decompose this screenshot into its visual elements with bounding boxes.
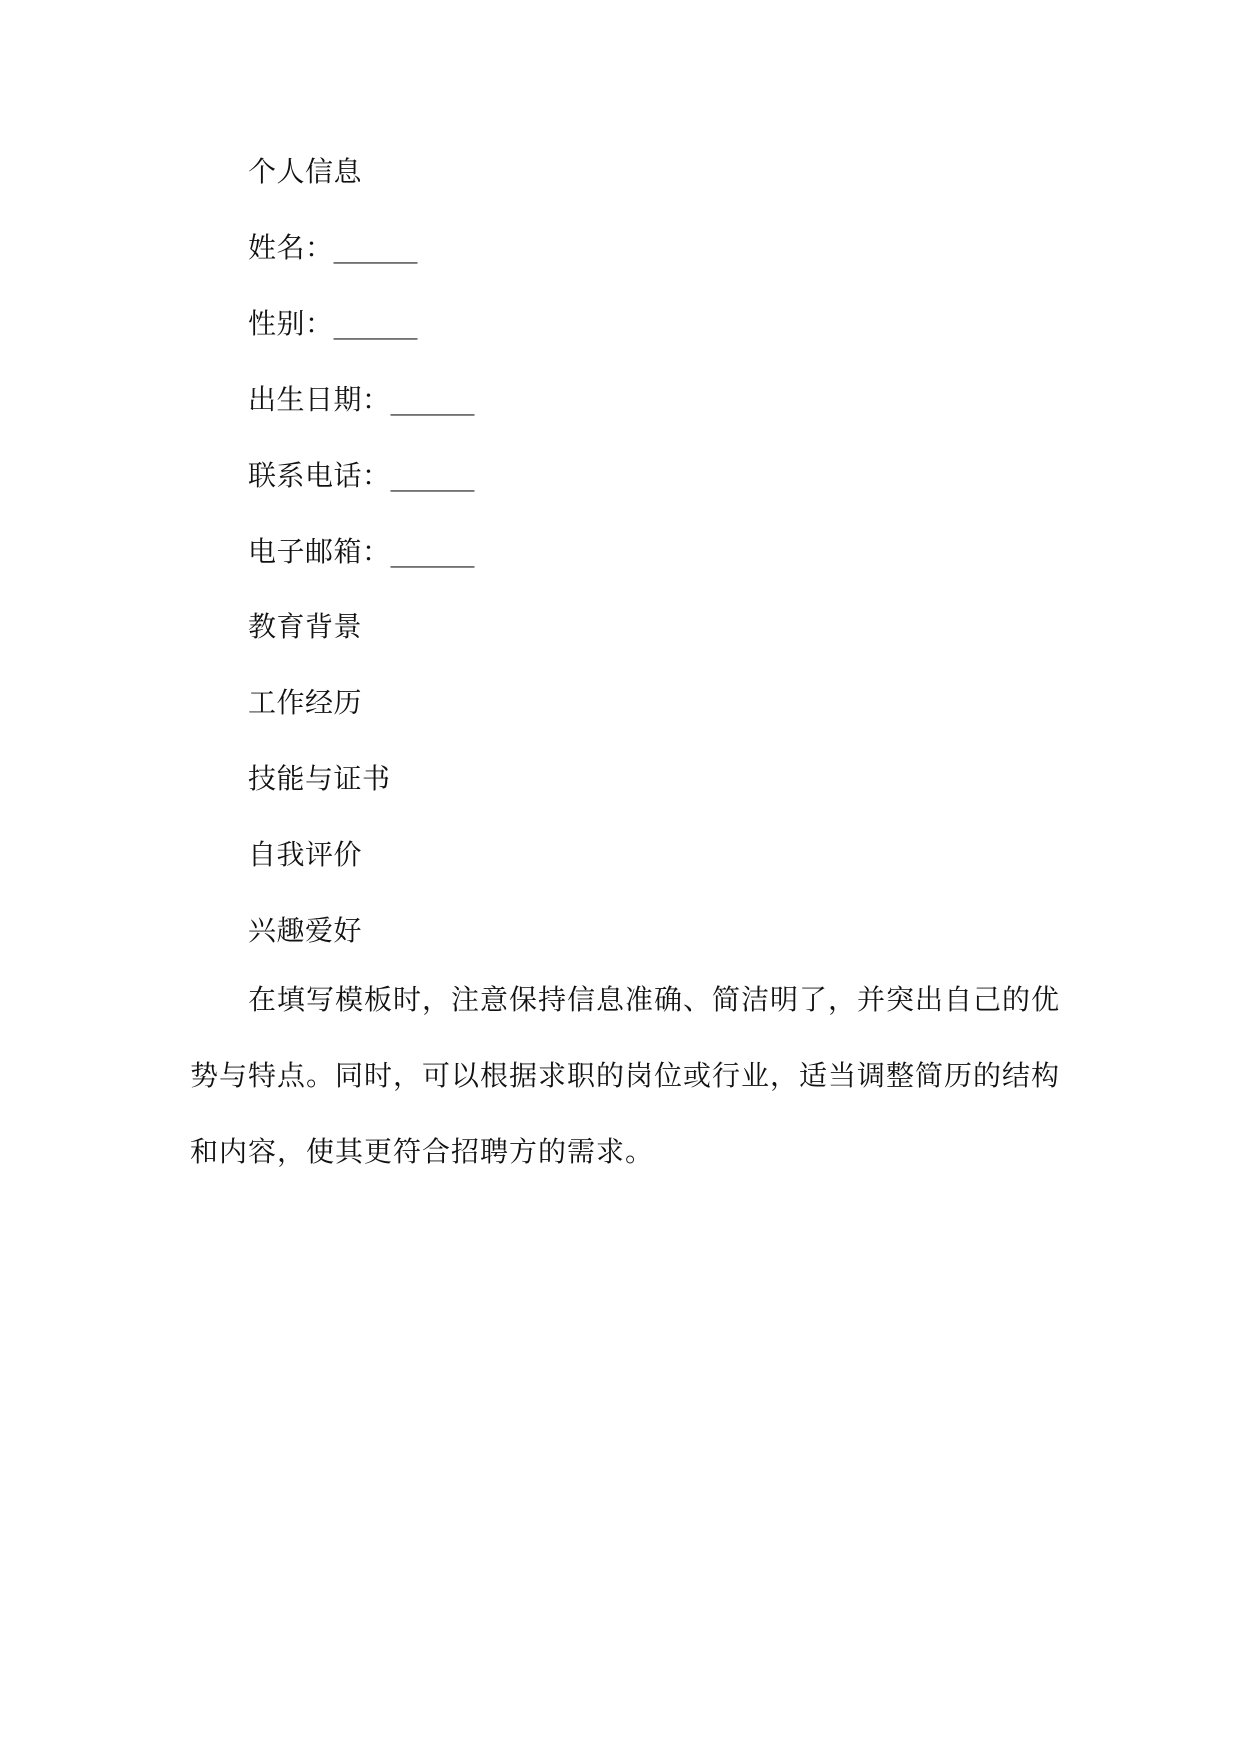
- section-heading-personal-info: 个人信息: [248, 155, 363, 188]
- field-phone-blank: ______: [390, 459, 475, 492]
- field-birth-date-blank: ______: [390, 383, 475, 416]
- field-gender: [248, 304, 418, 344]
- section-heading-self-evaluation: 自我评价: [248, 838, 363, 871]
- field-birth-date-label: 出生日期：: [248, 383, 391, 416]
- field-phone-label: 联系电话：: [248, 459, 391, 492]
- field-phone: [248, 456, 475, 496]
- closing-paragraph: 在填写模板时，注意保持信息准确、简洁明了，并突出自己的优势与特点。同时，可以根据求职的岗位或行业，适当调整简历的结构和内容，使其更符合招聘方的需求。: [190, 983, 1061, 1168]
- section-heading-hobbies: 兴趣爱好: [248, 914, 363, 947]
- section-heading-skills-certificates: 技能与证书: [248, 762, 391, 795]
- field-gender-label: 性别：: [248, 307, 334, 340]
- field-email-blank: ______: [390, 535, 475, 568]
- field-email-label: 电子邮箱：: [248, 535, 391, 568]
- field-name: [248, 228, 418, 268]
- field-birth-date: [248, 380, 475, 420]
- field-name-label: 姓名：: [248, 231, 334, 264]
- section-heading-work-experience: 工作经历: [248, 686, 363, 719]
- field-name-blank: ______: [333, 231, 418, 264]
- field-gender-blank: ______: [333, 307, 418, 340]
- section-heading-education: 教育背景: [248, 610, 363, 643]
- field-email: [248, 532, 475, 572]
